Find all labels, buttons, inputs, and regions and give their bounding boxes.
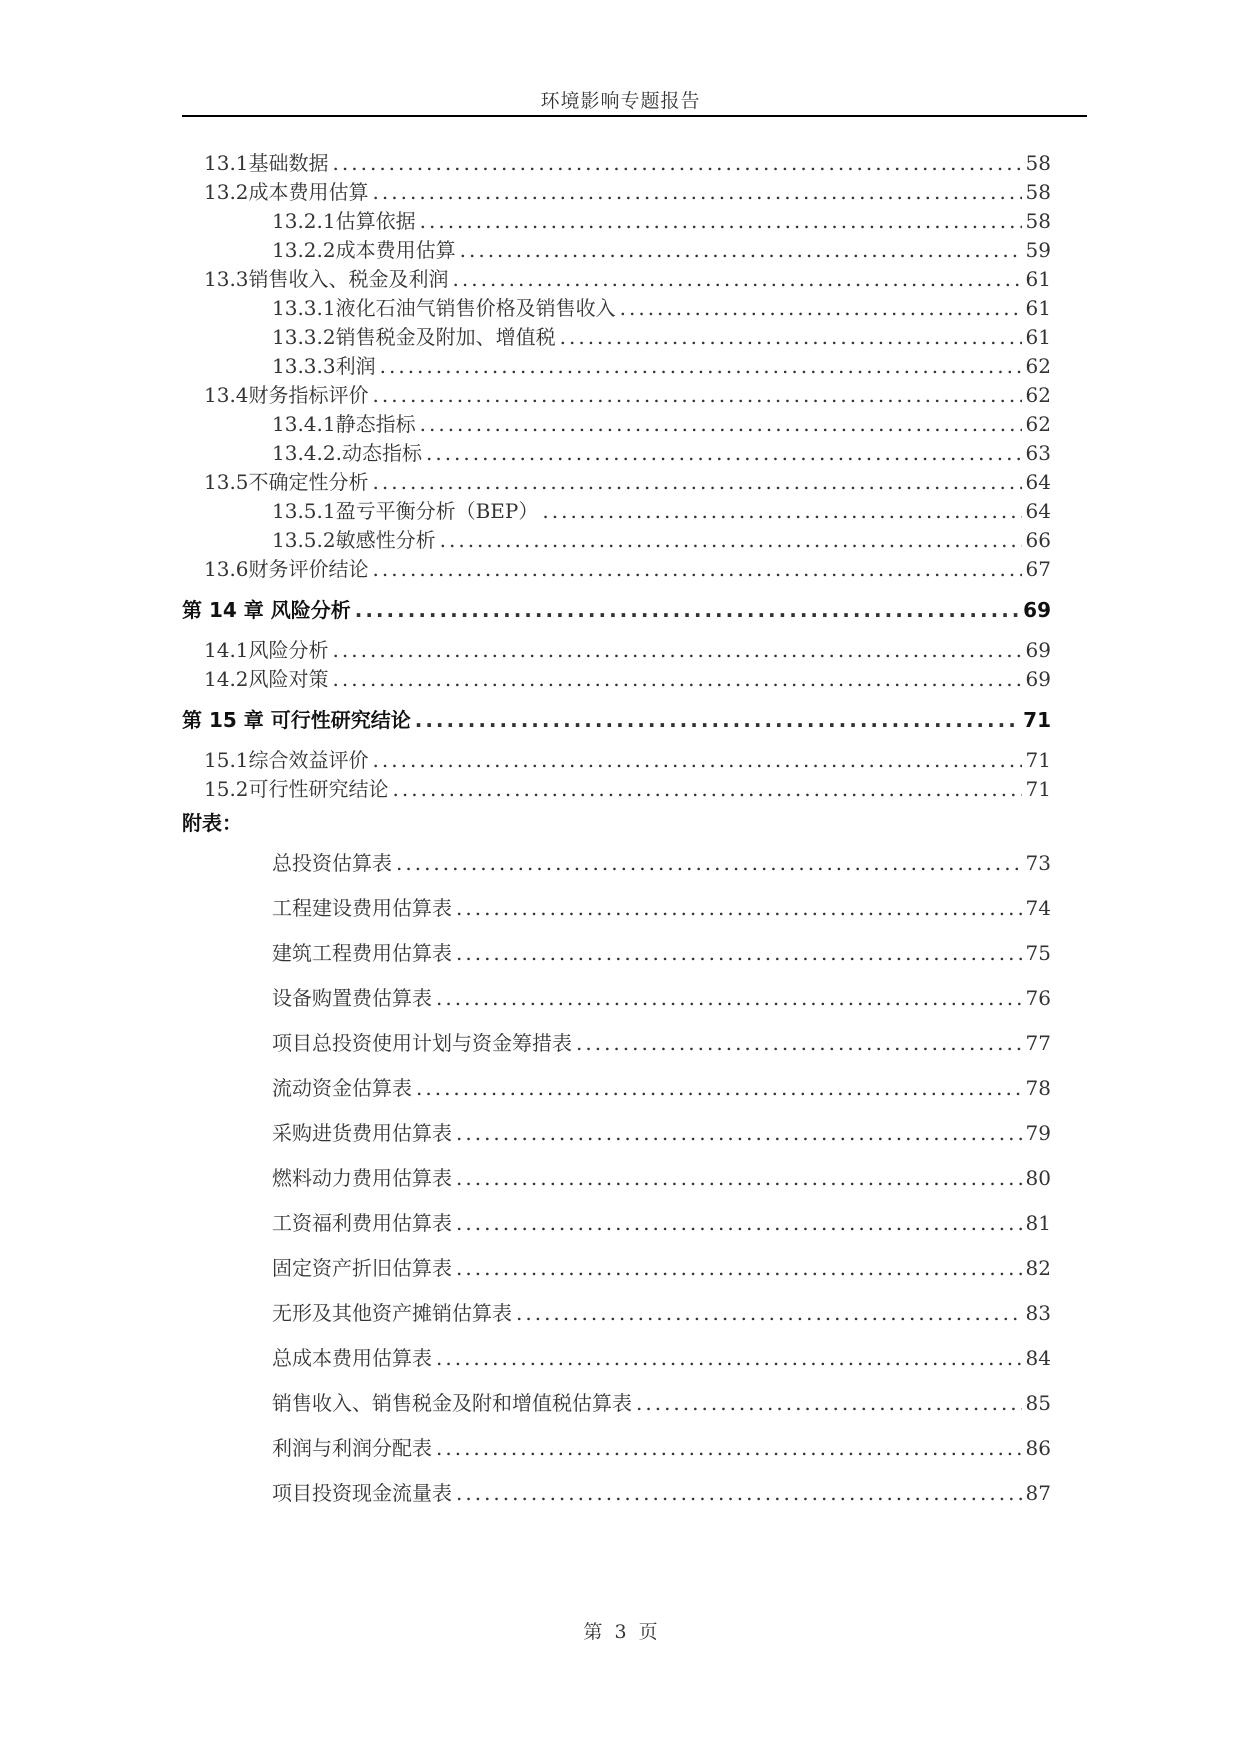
toc-entry-page: 71 [1023,708,1051,732]
toc-entry-label: 13.3销售收入、税金及利润 [204,267,449,291]
toc-leader-dots [420,208,1022,234]
toc-entry[interactable] [182,776,1051,802]
appendix-entry[interactable] [182,1435,1051,1461]
appendix-entry-label: 设备购置费估算表 [272,986,432,1010]
appendix-entry-label: 燃料动力费用估算表 [272,1166,452,1190]
toc-entry-page: 67 [1025,557,1051,581]
appendix-entry[interactable] [182,1030,1051,1056]
appendix-entry-page: 77 [1025,1031,1051,1055]
toc-leader-dots [456,1165,1022,1191]
appendix-entry-label: 固定资产折旧估算表 [272,1256,452,1280]
toc-entry[interactable] [182,498,1051,524]
appendix-entry[interactable] [182,1300,1051,1326]
toc-entry-page: 62 [1025,354,1051,378]
toc-entry[interactable] [182,411,1051,437]
appendix-entry-page: 85 [1025,1391,1051,1415]
toc-leader-dots [373,556,1022,582]
toc-entry-label: 15.1综合效益评价 [204,748,369,772]
toc-chapter-entry[interactable] [182,707,1051,733]
toc-entry-label: 13.2.1估算依据 [272,209,416,233]
toc-leader-dots [436,985,1022,1011]
toc-entry[interactable] [182,295,1051,321]
toc-entry[interactable] [182,353,1051,379]
appendix-entry-label: 采购进货费用估算表 [272,1121,452,1145]
page-number-footer: 第 3 页 [583,1621,658,1643]
appendix-entry-page: 79 [1025,1121,1051,1145]
toc-entry[interactable] [182,666,1051,692]
toc-entry-page: 61 [1025,296,1051,320]
toc-leader-dots [542,498,1021,524]
appendix-entry-label: 销售收入、销售税金及附和增值税估算表 [272,1391,632,1415]
toc-entry[interactable] [182,469,1051,495]
toc-entry-label: 13.2成本费用估算 [204,180,369,204]
toc-leader-dots [333,637,1022,663]
page-header-title: 环境影响专题报告 [540,90,701,112]
appendix-entry-label: 建筑工程费用估算表 [272,941,452,965]
appendix-entry-page: 73 [1025,851,1051,875]
appendix-entry-page: 86 [1025,1436,1051,1460]
toc-leader-dots [456,940,1022,966]
toc-entry[interactable] [182,208,1051,234]
toc-leader-dots [333,666,1022,692]
toc-leader-dots [373,179,1022,205]
toc-entry-page: 61 [1025,325,1051,349]
appendix-entry[interactable] [182,1255,1051,1281]
toc-entry-page: 62 [1025,412,1051,436]
toc-leader-dots [333,150,1022,176]
appendix-entry-label: 总投资估算表 [272,851,392,875]
toc-entry[interactable] [182,440,1051,466]
appendix-entry[interactable] [182,1210,1051,1236]
toc-leader-dots [426,440,1022,466]
appendix-entry-label: 无形及其他资产摊销估算表 [272,1301,512,1325]
appendix-entry[interactable] [182,1345,1051,1371]
appendix-entry-page: 78 [1025,1076,1051,1100]
toc-leader-dots [373,747,1022,773]
toc-entry-label: 13.4.1静态指标 [272,412,416,436]
appendix-entry-page: 76 [1025,986,1051,1010]
toc-leader-dots [516,1300,1022,1326]
toc-entry-label: 14.1风险分析 [204,638,329,662]
toc-entry-page: 66 [1025,528,1051,552]
toc-entry-page: 71 [1025,777,1051,801]
appendix-entry-label: 工资福利费用估算表 [272,1211,452,1235]
toc-leader-dots [373,469,1022,495]
toc-leader-dots [415,707,1019,733]
toc-entry-label: 13.5不确定性分析 [204,470,369,494]
appendix-entry-page: 87 [1025,1481,1051,1505]
toc-leader-dots [436,1435,1022,1461]
toc-leader-dots [636,1390,1022,1416]
toc-entry-label: 13.4财务指标评价 [204,383,369,407]
toc-entry-page: 69 [1025,667,1051,691]
appendix-entry-page: 84 [1025,1346,1051,1370]
toc-entry-label: 13.6财务评价结论 [204,557,369,581]
toc-entry-label: 14.2风险对策 [204,667,329,691]
toc-entry-page: 58 [1025,180,1051,204]
appendix-entry[interactable] [182,1120,1051,1146]
toc-leader-dots [620,295,1022,321]
toc-entry-page: 69 [1023,598,1051,622]
toc-entry-label: 13.4.2.动态指标 [272,441,422,465]
appendix-entry[interactable] [182,1390,1051,1416]
appendix-entry[interactable] [182,985,1051,1011]
appendix-entry[interactable] [182,1075,1051,1101]
toc-leader-dots [456,895,1022,921]
toc-leader-dots [396,850,1022,876]
toc-leader-dots [416,1075,1022,1101]
toc-entry-label: 13.2.2成本费用估算 [272,238,456,262]
toc-leader-dots [456,1120,1022,1146]
toc-leader-dots [460,237,1022,263]
toc-entry-page: 64 [1025,470,1051,494]
toc-entry[interactable] [182,237,1051,263]
toc-entry-page: 71 [1025,748,1051,772]
appendix-entry-page: 82 [1025,1256,1051,1280]
appendix-entry-label: 流动资金估算表 [272,1076,412,1100]
appendix-entry-label: 项目总投资使用计划与资金筹措表 [272,1031,572,1055]
toc-entry-page: 59 [1025,238,1051,262]
appendix-entry-page: 81 [1025,1211,1051,1235]
toc-leader-dots [436,1345,1022,1371]
toc-leader-dots [440,527,1022,553]
toc-leader-dots [373,382,1022,408]
toc-leader-dots [576,1030,1022,1056]
toc-chapter-label: 第 14 章 风险分析 [182,598,351,622]
toc-leader-dots [380,353,1022,379]
appendix-entry-page: 80 [1025,1166,1051,1190]
toc-entry[interactable] [182,179,1051,205]
toc-entry-page: 61 [1025,267,1051,291]
toc-leader-dots [420,411,1022,437]
toc-entry-label: 13.3.2销售税金及附加、增值税 [272,325,556,349]
toc-entry[interactable] [182,382,1051,408]
toc-chapter-entry[interactable] [182,597,1051,623]
toc-entry[interactable] [182,637,1051,663]
appendix-entry-label: 项目投资现金流量表 [272,1481,452,1505]
toc-entry-page: 69 [1025,638,1051,662]
toc-entry-label: 13.3.1液化石油气销售价格及销售收入 [272,296,616,320]
toc-entry[interactable] [182,266,1051,292]
toc-entry[interactable] [182,556,1051,582]
toc-entry-label: 15.2可行性研究结论 [204,777,389,801]
appendix-heading: 附表： [182,811,242,835]
appendix-entry-page: 74 [1025,896,1051,920]
appendix-entry[interactable] [182,1165,1051,1191]
appendix-entry[interactable] [182,850,1051,876]
appendix-entry[interactable] [182,1480,1051,1506]
toc-chapter-label: 第 15 章 可行性研究结论 [182,708,411,732]
toc-leader-dots [453,266,1022,292]
appendix-entry[interactable] [182,940,1051,966]
toc-leader-dots [456,1480,1022,1506]
toc-entry-page: 63 [1025,441,1051,465]
toc-entry[interactable] [182,324,1051,350]
toc-entry-label: 13.3.3利润 [272,354,376,378]
toc-entry-label: 13.5.1盈亏平衡分析（BEP） [272,499,539,523]
toc-leader-dots [355,597,1019,623]
toc-entry-page: 64 [1025,499,1051,523]
toc-entry-label: 13.1基础数据 [204,151,329,175]
appendix-entry-label: 工程建设费用估算表 [272,896,452,920]
toc-leader-dots [456,1255,1022,1281]
toc-entry-page: 58 [1025,209,1051,233]
appendix-entry-page: 75 [1025,941,1051,965]
appendix-entry-label: 利润与利润分配表 [272,1436,432,1460]
appendix-entry[interactable] [182,895,1051,921]
appendix-entry-label: 总成本费用估算表 [272,1346,432,1370]
toc-entry-label: 13.5.2敏感性分析 [272,528,436,552]
toc-leader-dots [456,1210,1022,1236]
toc-entry[interactable] [182,527,1051,553]
toc-leader-dots [560,324,1022,350]
header-divider [182,115,1087,117]
appendix-entry-page: 83 [1025,1301,1051,1325]
toc-entry-page: 62 [1025,383,1051,407]
toc-entry-page: 58 [1025,151,1051,175]
toc-leader-dots [393,776,1022,802]
toc-entry[interactable] [182,150,1051,176]
toc-entry[interactable] [182,747,1051,773]
